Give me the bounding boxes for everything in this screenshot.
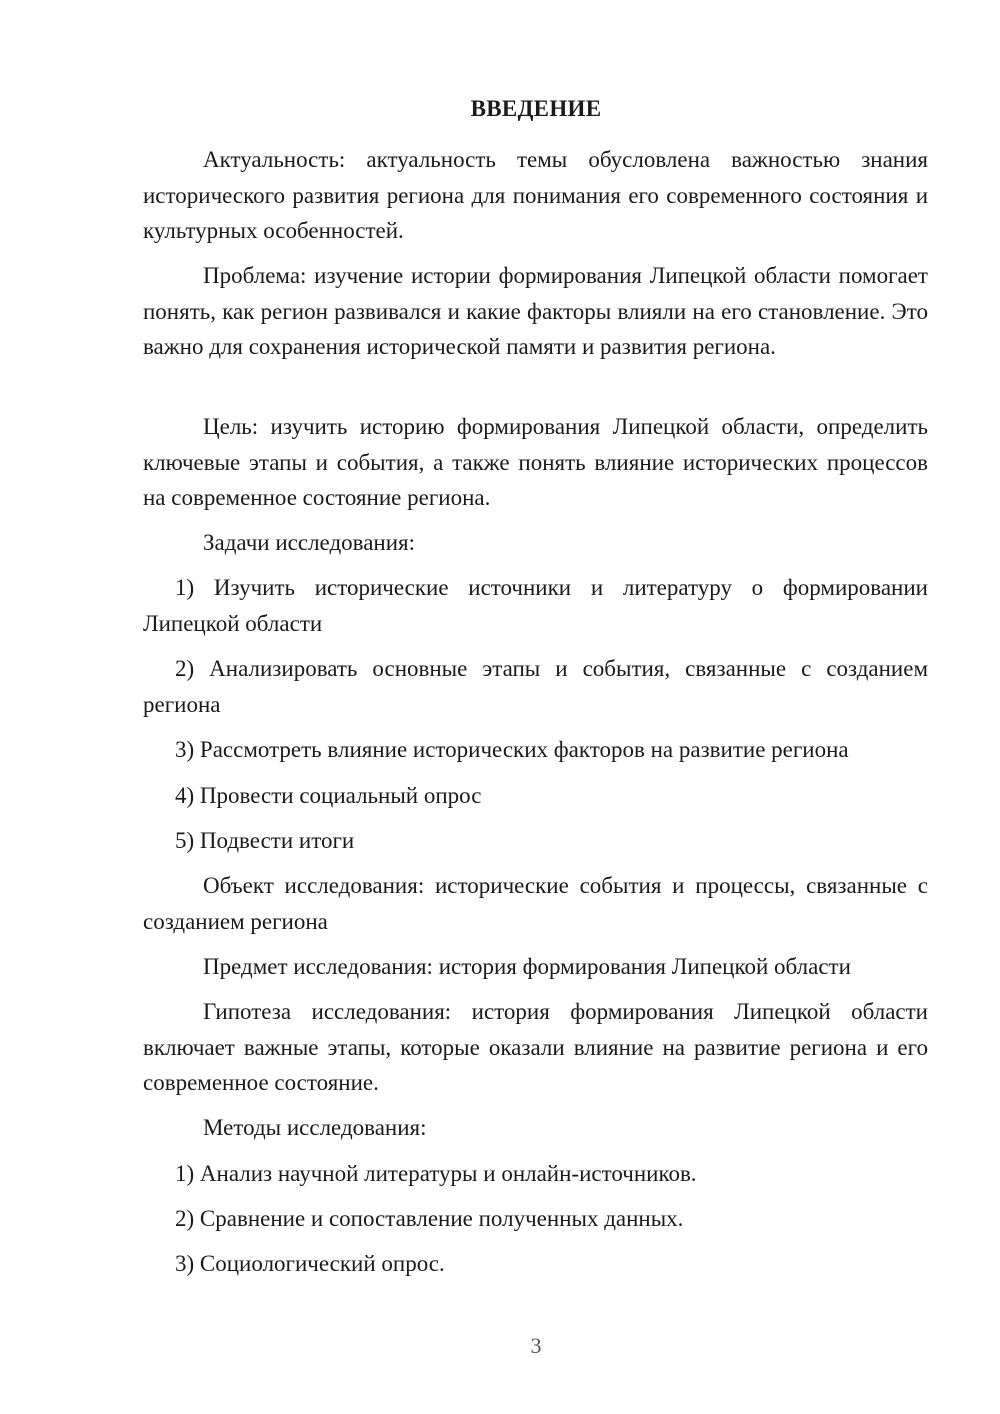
method-item-3: 3) Социологический опрос.	[175, 1251, 445, 1276]
method-item-2: 2) Сравнение и сопоставление полученных данных.	[175, 1206, 684, 1231]
problem-paragraph: Проблема: изучение истории формирования Липецкой области помогает понять, как регион развивался и какие факторы влияли на его становление. Это важно для сохранения исторической памяти и развития региона.	[143, 263, 928, 359]
subject-paragraph: Предмет исследования: история формирования Липецкой области	[203, 954, 851, 979]
relevance-paragraph: Актуальность: актуальность темы обусловлена важностью знания исторического развития региона для понимания его современного состояния и культурных особенностей.	[143, 147, 928, 243]
goal-paragraph: Цель: изучить историю формирования Липецкой области, определить ключевые этапы и события, а также понять влияние исторических процессов на современное состояние региона.	[143, 414, 928, 510]
task-item-3: 3) Рассмотреть влияние исторических факторов на развитие региона	[175, 737, 849, 762]
method-item-1: 1) Анализ научной литературы и онлайн-источников.	[175, 1161, 697, 1186]
task-item-2: 2) Анализировать основные этапы и события, связанные с созданием региона	[143, 656, 928, 717]
task-item-4: 4) Провести социальный опрос	[175, 783, 482, 808]
hypothesis-paragraph: Гипотеза исследования: история формирования Липецкой области включает важные этапы, которые оказали влияние на развитие региона и его современное состояние.	[143, 999, 928, 1095]
page-title: ВВЕДЕНИЕ	[470, 96, 602, 121]
page-number: 3	[530, 1333, 542, 1358]
task-item-5: 5) Подвести итоги	[175, 828, 355, 853]
task-item-1: 1) Изучить исторические источники и литературу о формировании Липецкой области	[143, 575, 928, 636]
object-paragraph: Объект исследования: исторические события и процессы, связанные с созданием региона	[143, 873, 928, 934]
tasks-heading: Задачи исследования:	[203, 530, 416, 555]
methods-heading: Методы исследования:	[203, 1115, 427, 1140]
